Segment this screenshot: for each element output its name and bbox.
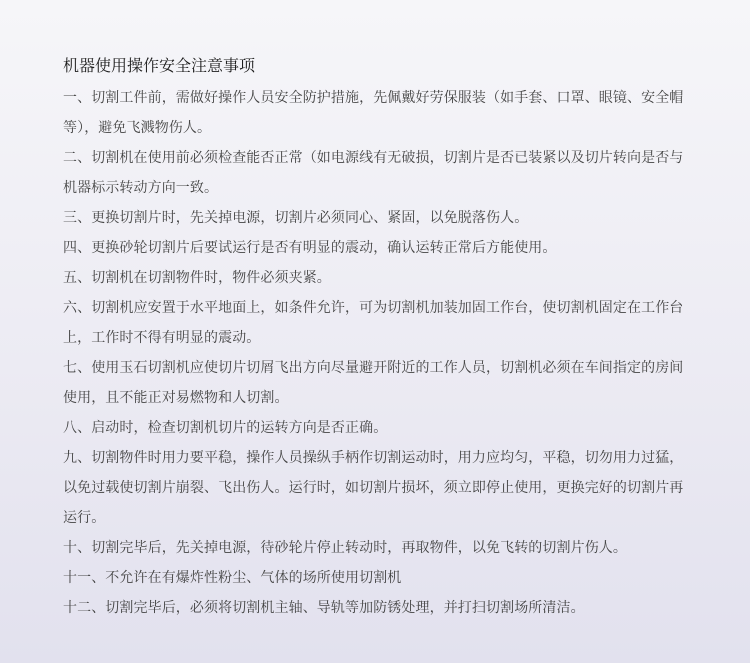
list-item: 十、切割完毕后，先关掉电源，待砂轮片停止转动时，再取物件，以免飞转的切割片伤人。: [63, 540, 627, 556]
page-title: 机器使用操作安全注意事项: [63, 56, 256, 75]
list-item: 八、启动时，检查切割机切片的运转方向是否正确。: [63, 420, 388, 436]
list-item: 七、使用玉石切割机应使切片切屑飞出方向尽量避开附近的工作人员，切割机必须在车间指定的房间使用，且不能正对易燃物和人切割。: [63, 360, 684, 406]
list-item: 九、切割物件时用力要平稳，操作人员操纵手柄作切割运动时，用力应均匀，平稳，切勿用力过猛，以免过载使切割片崩裂、飞出伤人。运行时，如切割片损坏，须立即停止使用，更换完好的切割片再运行。: [63, 450, 684, 526]
list-item: 三、更换切割片时，先关掉电源，切割片必须同心、紧固，以免脱落伤人。: [63, 210, 529, 226]
list-item: 十一、不允许在有爆炸性粉尘、气体的场所使用切割机: [63, 570, 402, 586]
list-item: 一、切割工件前，需做好操作人员安全防护措施，先佩戴好劳保服装（如手套、口罩、眼镜、安全帽等），避免飞溅物伤人。: [63, 90, 684, 136]
list-item: 五、切割机在切割物件时，物件必须夹紧。: [63, 270, 331, 286]
list-item: 十二、切割完毕后，必须将切割机主轴、导轨等加防锈处理，并打扫切割场所清洁。: [63, 600, 585, 616]
list-item: 四、更换砂轮切割片后要试运行是否有明显的震动，确认运转正常后方能使用。: [63, 240, 557, 256]
list-item: 二、切割机在使用前必须检查能否正常（如电源线有无破损，切割片是否已装紧以及切片转向是否与机器标示转动方向一致。: [63, 150, 684, 196]
document-page: [63, 56, 688, 623]
list-item: 六、切割机应安置于水平地面上，如条件允许，可为切割机加装加固工作台，使切割机固定在工作台上，工作时不得有明显的震动。: [63, 300, 684, 346]
safety-list: [63, 83, 688, 623]
